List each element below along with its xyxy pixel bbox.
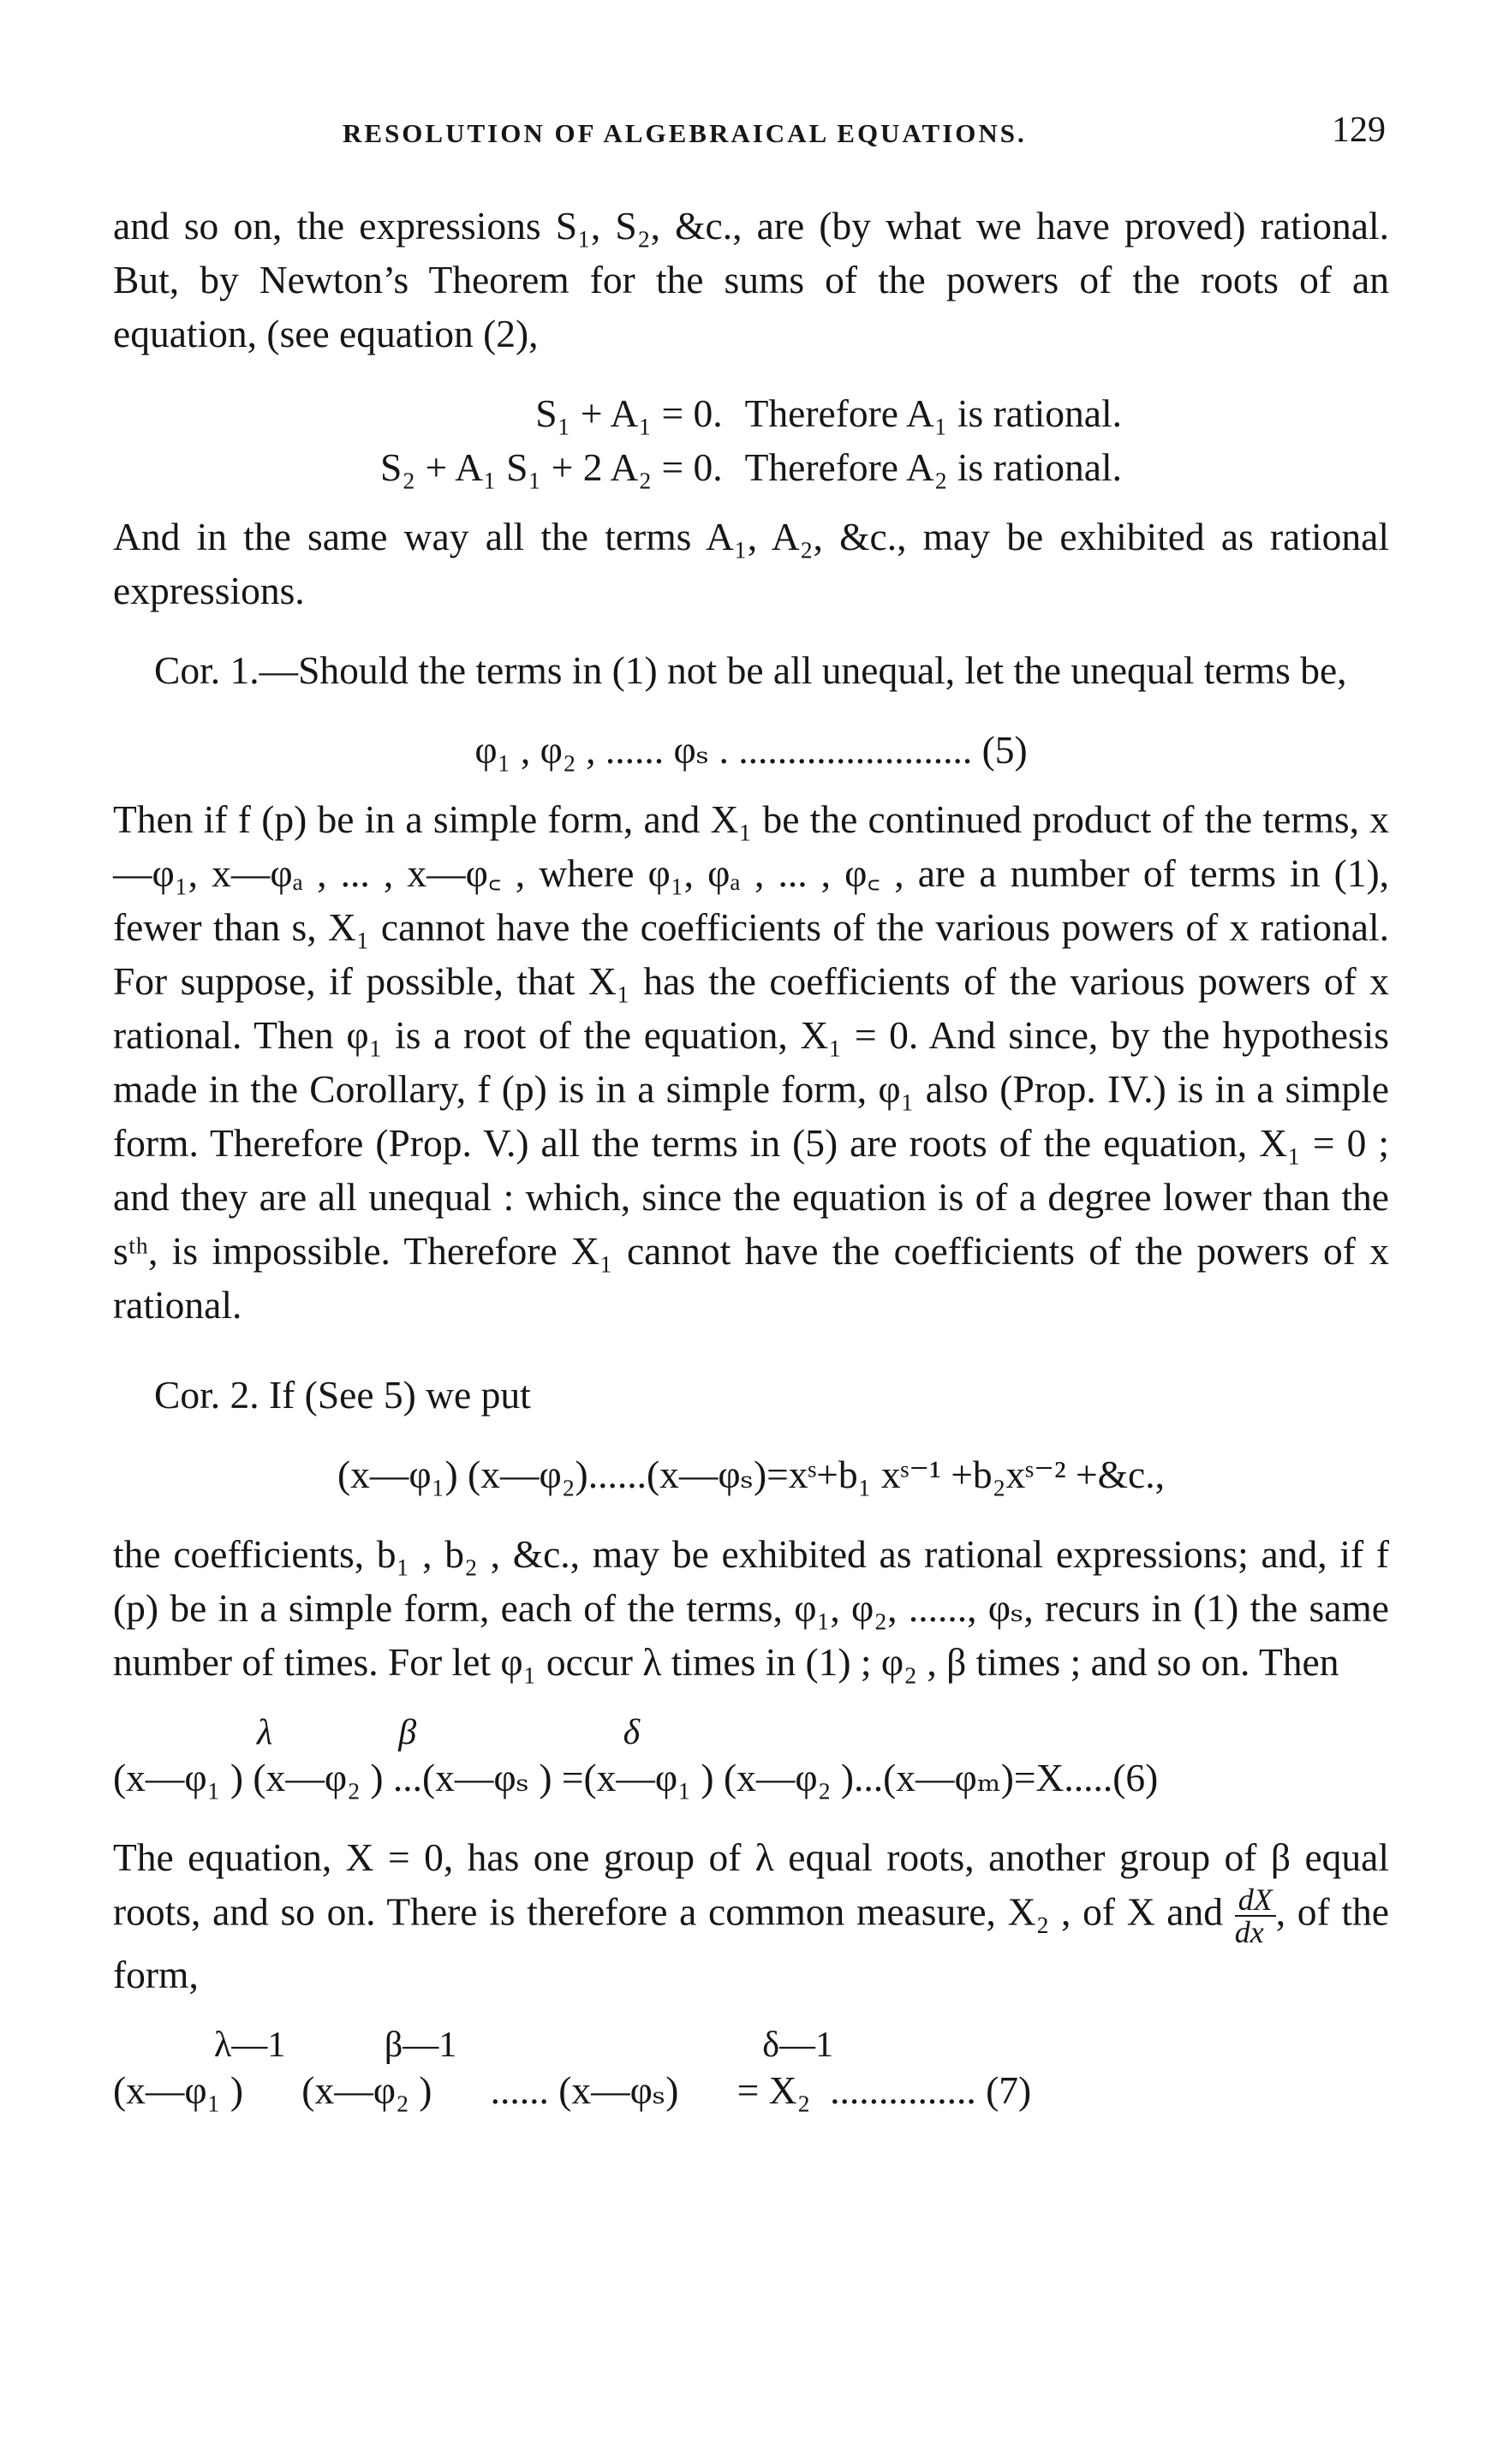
equation-7: (x—φ₁ ) (x—φ₂ ) ...... (x—φₛ) = X₂ ............... (7) [113, 2068, 1032, 2112]
newton-equations [380, 386, 1122, 494]
page-number: 129 [1332, 110, 1386, 150]
equation-rhs: Therefore A₂ is rational. [744, 445, 1122, 489]
equation-7-exponents: λ—1 β—1 δ—1 [214, 2025, 834, 2065]
page-body [113, 199, 1389, 2117]
equation-6: (x—φ₁ ) (x—φ₂ ) ...(x—φₛ ) =(x—φ₁ ) (x—φ₂ )...(x—φₘ)=X.....(6) [113, 1756, 1159, 1799]
equation-6-exponents: λ β δ [257, 1713, 641, 1752]
equation-row [380, 440, 1122, 494]
equation-5: φ₁ , φ₂ , ...... φₛ . ........................ (5) [474, 728, 1028, 772]
corollary-2: Cor. 2. If (See 5) we put [154, 1373, 531, 1417]
fraction-numerator: dX [1235, 1884, 1276, 1917]
equation-lhs: S₂ + A₁ S₁ + 2 A₂ = 0. [380, 445, 723, 489]
equation-lhs: S₁ + A₁ = 0. [535, 391, 723, 435]
equation-row [380, 386, 1122, 440]
fraction-denominator: dx [1234, 1915, 1264, 1949]
product-equation: (x—φ₁) (x—φ₂)......(x—φₛ)=xˢ+b₁ xˢ⁻¹ +b₂xˢ⁻² +&c., [337, 1453, 1165, 1496]
equation-rhs: Therefore A₁ is rational. [744, 391, 1122, 435]
paragraph-7 [113, 1830, 1389, 2002]
paragraph-7-text: The equation, X = 0, has one group of λ equal roots, another group of β equal roots, and so on. There is therefore a common measure, X₂ , of X and [113, 1835, 1389, 1934]
corollary-1: Cor. 1.—Should the terms in (1) not be all unequal, let the unequal terms be, [154, 648, 1347, 692]
derivative-fraction [1235, 1884, 1276, 1948]
running-title: RESOLUTION OF ALGEBRAICAL EQUATIONS. [343, 118, 1027, 148]
page-header [113, 110, 1389, 164]
paragraph-6: the coefficients, b₁ , b₂ , &c., may be exhibited as rational expressions; and, if f (p) be in a simple form, each of the terms, φ₁, φ₂, ......, φₛ, recurs in (1) the same number of times. For let φ₁ occur λ times in (1) ; φ₂ , β times ; and so on. Then [113, 1532, 1389, 1684]
paragraph-4: Then if f (p) be in a simple form, and X₁ be the continued product of the terms, x—φ₁, x—φₐ , ... , x—φ꜀ , where φ₁, φₐ , ... , φ꜀ , are a number of terms in (1), fewer than s, X₁ cannot have the coefficients of the various powers of x rational. For suppose, if possible, that X₁ has the coefficients of the various powers of x rational. Then φ₁ is a root of the equation, X₁ = 0. And since, by the hypothesis made in the Corollary, f (p) is in a simple form, φ₁ also (Prop. IV.) is in a simple form. Therefore (Prop. V.) all the terms in (5) are roots of the equation, X₁ = 0 ; and they are all unequal : which, since the equation is of a degree lower than the sᵗʰ, is impossible. Therefore X₁ cannot have the coefficients of the powers of x rational. [113, 797, 1389, 1327]
paragraph-7-tail: , of the form, [113, 1889, 1389, 1996]
paragraph-2: And in the same way all the terms A₁, A₂, &c., may be exhibited as rational expressions. [113, 515, 1389, 612]
paragraph-1: and so on, the expressions S₁, S₂, &c., are (by what we have proved) rational. But, by Newton’s Theorem for the sums of the powers of the roots of an equation, (see equation (2), [113, 204, 1389, 355]
book-page [113, 0, 1389, 2464]
